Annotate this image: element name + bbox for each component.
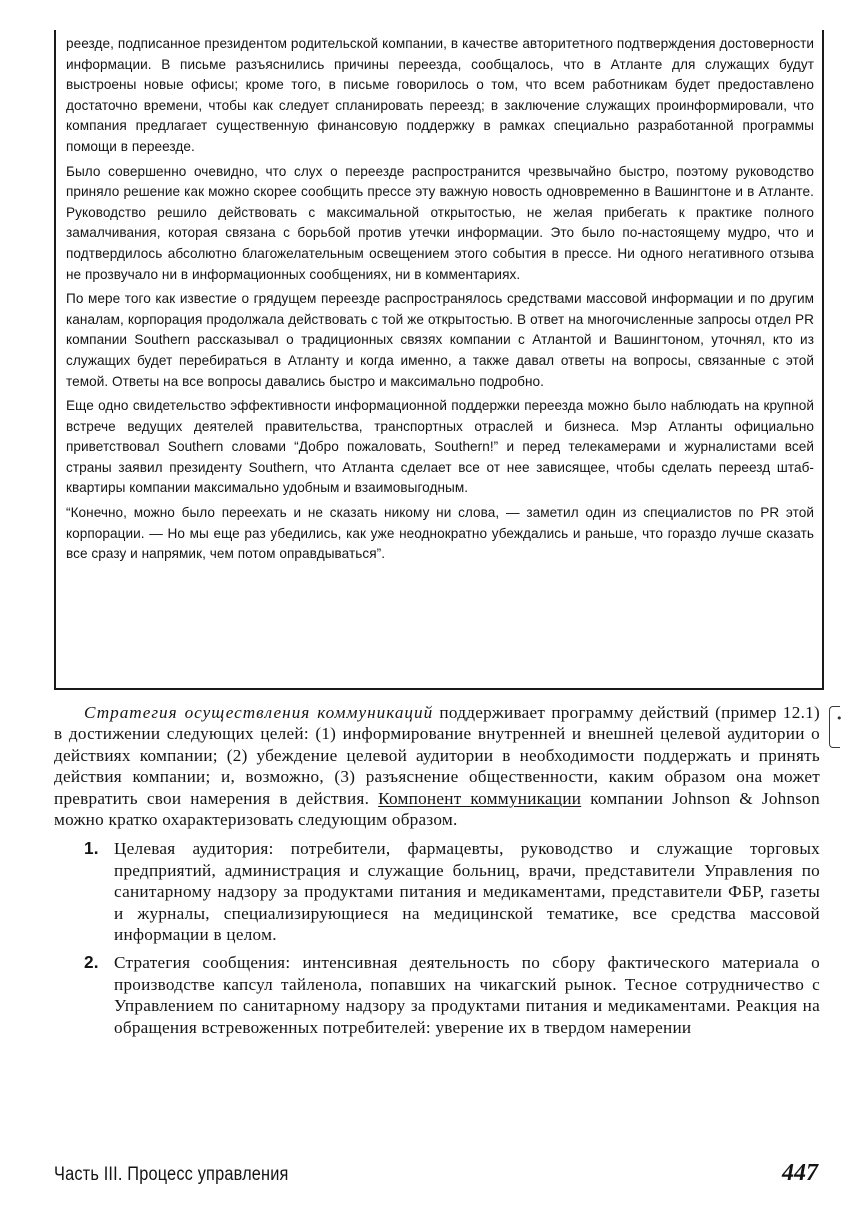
intro-paragraph — [54, 702, 820, 830]
list-item-number: 1. — [84, 838, 99, 859]
list-item — [54, 952, 820, 1038]
list-item-text: Стратегия сообщения: интенсивная деятельность по сбору фактического материала о производстве капсул тайленола, попавших на чикагский рынок. Тесное сотрудничество с Управлением по санитарному надзору за продуктами питания и медикаментами. Реакция на обращения встревоженных потребителей: уверение их в твердом намерении — [114, 953, 820, 1037]
numbered-list — [54, 838, 820, 1038]
box-paragraph-1: реезде, подписанное президентом родительской компании, в качестве авторитетного подтверждения достоверности информации. В письме разъяснились причины переезда, сообщалось, что в Атланте для служащих будут выстроены новые офисы; кроме того, в письме говорилось о том, что всем работникам будет предоставлено достаточно времени, чтобы как следует спланировать переезд; в заключение служащих проинформировали, что компания предлагает существенную финансовую поддержку в рамках специально разработанной программы помощи в переезде. — [66, 36, 814, 154]
running-footer: Часть III. Процесс управления — [54, 1164, 289, 1185]
box-paragraph-2: Было совершенно очевидно, что слух о переезде распространится чрезвычайно быстро, поэтому руководство приняло решение как можно скорее сообщить прессе эту важную новость одновременно в Вашингтоне и в Атланте. Руководство решило действовать с максимальной открытостью, не желая прибегать к практике полного замалчивания, которая связана с борьбой против утечки информации. Это было по-настоящему мудро, что и подтвердилось абсолютно благожелательным освещением этого события в прессе. Ни одного негативного отзыва не прозвучало ни в информационных сообщениях, ни в комментариях. — [66, 163, 814, 282]
intro-tail: компании Johnson & Johnson можно кратко охарактеризовать следующим образом. — [54, 788, 820, 830]
box-paragraph-4: Еще одно свидетельство эффективности информационной поддержки переезда можно было наблюдать на крупной встрече ведущих деятелей правительства, транспортных отраслей и бизнеса. Мэр Атланты официально приветствовал Southern словами “Добро пожаловать, Southern!” и перед телекамерами и журналистами всей страны заявил президенту Southern, что Атланта сделает все от нее зависящее, чтобы сделать переезд штаб-квартиры компании максимально удобным и взаимовыгодным. — [66, 398, 814, 496]
box-paragraph-3: По мере того как известие о грядущем переезде распространялось средствами массовой информации и по другим каналам, корпорация продолжала действовать с той же открытостью. В ответ на многочисленные запросы отдел PR компании Southern рассказывал о традиционных связях компании с Атлантой и Вашингтоном, уточнял, кто из служащих будет перебираться в Атланту и когда именно, а также давал ответы на вопросы, связанные с этой темой. Ответы на все вопросы давались быстро и максимально подробно. — [66, 291, 814, 389]
intro-italic-term: Стратегия осуществления коммуникаций — [84, 703, 434, 722]
main-text — [54, 702, 820, 1045]
list-item-text: Целевая аудитория: потребители, фармацевты, руководство и служащие торговых предприятий, администрация и служащие больниц, врачи, представители Управления по санитарному надзору за продуктами питания и медикаментами, представители ФБР, газеты и журналы, специализирующиеся на медицинской тематике, все средства массовой информации в целом. — [114, 839, 820, 945]
margin-dot-mark: • — [836, 712, 843, 725]
page-number: 447 — [782, 1160, 818, 1186]
example-box — [54, 30, 824, 690]
list-item-number: 2. — [84, 952, 99, 973]
intro-underlined-term: Компонент коммуникации — [378, 788, 582, 808]
list-item — [54, 838, 820, 945]
box-paragraph-5: “Конечно, можно было переехать и не сказать никому ни слова, — заметил один из специалистов по PR этой корпорации. — Но мы еще раз убедились, как уже неоднократно убеждались и раньше, что гораздо лучше сказать все сразу и напрямик, чем потом оправдываться”. — [66, 505, 814, 562]
intro-text: поддерживает программу действий (пример 12.1) в достижении следующих целей: (1) информирование внутренней и внешней целевой аудитории о действиях компании; (2) убеждение целевой аудитории в необходимости поддержать и принять действия компании; и, возможно, (3) разъяснение общественности, каким образом она может превратить свои намерения в действия. — [54, 703, 820, 808]
